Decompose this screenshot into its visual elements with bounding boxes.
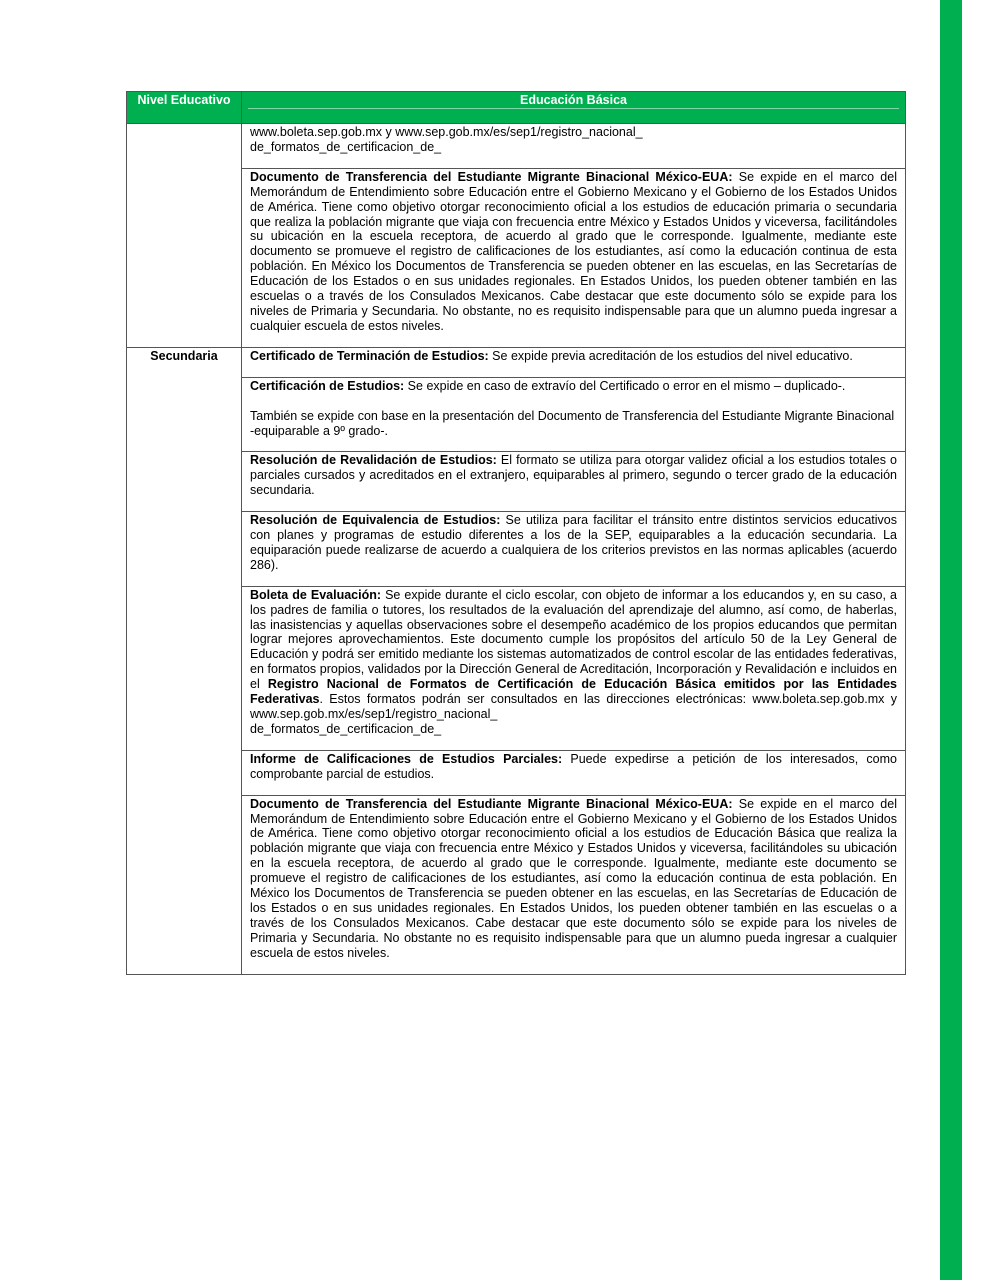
table-row [127, 750, 906, 795]
item-title: Documento de Transferencia del Estudiante Migrante Binacional México-EUA: [250, 169, 733, 184]
table-row [127, 347, 906, 377]
row-documento-transferencia-primaria: Documento de Transferencia del Estudiante Migrante Binacional México-EUA: Se expide en el marco del Memorándum de Entendimiento sobre Educación entre el Gobierno Mexicano y el Gobierno de los Estados Unidos de América. Tiene como objetivo otorgar reconocimiento oficial a los estudios de educación primaria o secundaria que realiza la población migrante que viaja con frecuencia entre México y Estados Unidos y viceversa, facilitándoles su ubicación en la escuela receptora, de acuerdo al grado que le corresponde. Igualmente, mediante este documento se promueve el registro de calificaciones de los estudiantes, así como la educación continua de esta población. En México los Documentos de Transferencia se pueden obtener en las escuelas, en las Secretarías de Educación de los Estados o en sus unidades regionales. En Estados Unidos, los pueden obtener también en las escuelas o a través de los Consulados Mexicanos. Cabe destacar que este documento sólo se expide para los niveles de Primaria y Secundaria. No obstante, no es requisito indispensable para que un alumno pueda ingresar a cualquier escuela de estos niveles. [242, 168, 906, 347]
table-row [127, 377, 906, 452]
table-row [127, 168, 906, 347]
education-formats-table [126, 91, 906, 975]
registro-nacional-bold: Registro Nacional de Formatos de Certificación de Educación Básica emitidos por las Entidades Federativas [250, 677, 897, 707]
item-title: Resolución de Equivalencia de Estudios: [250, 513, 501, 528]
row-certificado-terminacion: Certificado de Terminación de Estudios: Se expide previa acreditación de los estudios del nivel educativo. [242, 347, 906, 377]
item-title: Documento de Transferencia del Estudiante Migrante Binacional México-EUA: [250, 796, 733, 811]
level-cell-previous [127, 124, 242, 348]
level-cell-secundaria: Secundaria [127, 347, 242, 974]
page-side-bar [940, 0, 962, 1280]
row-equivalencia-estudios: Resolución de Equivalencia de Estudios: Se utiliza para facilitar el tránsito entre distintos servicios educativos con planes y programas de estudio diferentes a los de la SEP, equiparables a la educación secundaria. La equiparación puede realizarse de acuerdo a cualquiera de los criterios previstos en las normas aplicables (acuerdo 286). [242, 512, 906, 587]
item-title: Resolución de Revalidación de Estudios: [250, 453, 497, 468]
item-title: Boleta de Evaluación: [250, 587, 382, 602]
row-certificacion-estudios: Certificación de Estudios: Se expide en caso de extravío del Certificado o error en el mismo – duplicado-. También se expide con base en la presentación del Documento de Transferencia del Estudiante Migrante Binacional -equiparable a 9º grado-. [242, 377, 906, 452]
table-row [127, 795, 906, 974]
table-header-row [127, 92, 906, 124]
table-row [127, 586, 906, 750]
table-row [127, 124, 906, 169]
row-informe-calificaciones: Informe de Calificaciones de Estudios Parciales: Puede expedirse a petición de los interesados, como comprobante parcial de estudios. [242, 750, 906, 795]
table-row [127, 452, 906, 512]
table-row [127, 512, 906, 587]
row-documento-transferencia-secundaria: Documento de Transferencia del Estudiante Migrante Binacional México-EUA: Se expide en el marco del Memorándum de Entendimiento sobre Educación entre el Gobierno Mexicano y el Gobierno de los Estados Unidos de América. Tiene como objetivo otorgar reconocimiento oficial a los estudios de Educación Básica que realiza la población migrante que viaja con frecuencia entre México y Estados Unidos y viceversa, facilitándoles su ubicación en la escuela receptora, de acuerdo al grado que le corresponde. Igualmente, mediante este documento se promueve el registro de calificaciones de los estudiantes, así como la educación continua de esta población. En México los Documentos de Transferencia se pueden obtener en las escuelas, en las Secretarías de Educación de los Estados o en sus unidades regionales. En Estados Unidos, los pueden obtener también en las escuelas o a través de los Consulados Mexicanos. Cabe destacar que este documento sólo se expide para los niveles de Primaria y Secundaria. No obstante no es requisito indispensable para que un alumno pueda ingresar a cualquier escuela de estos niveles. [242, 795, 906, 974]
item-title: Certificación de Estudios: [250, 378, 405, 393]
item-title: Certificado de Terminación de Estudios: [250, 348, 489, 363]
row-revalidacion-estudios: Resolución de Revalidación de Estudios: El formato se utiliza para otorgar validez oficial a los estudios totales o parciales cursados y acreditados en el extranjero, equiparables al primero, segundo o tercer grado de la educación secundaria. [242, 452, 906, 512]
row-boleta-evaluacion: Boleta de Evaluación: Se expide durante el ciclo escolar, con objeto de informar a los educandos y, en su caso, a los padres de familia o tutores, los resultados de la evaluación del aprendizaje del alumno, así como, de haberlas, las inasistencias y aquellas observaciones sobre el desempeño académico de los propios educandos que permitan lograr mejores aprovechamientos. Este documento cumple los propósitos del artículo 50 de la Ley General de Educación y podrá ser emitido mediante los sistemas automatizados de control escolar de las entidades federativas, en formatos propios, validados por la Dirección General de Acreditación, Incorporación y Revalidación e incluidos en el Registro Nacional de Formatos de Certificación de Educación Básica emitidos por las Entidades Federativas. Estos formatos podrán ser consultados en las direcciones electrónicas: www.boleta.sep.gob.mx y www.sep.gob.mx/es/sep1/registro_nacional_ de_formatos_de_certificacion_de_ [242, 586, 906, 750]
header-nivel-educativo: Nivel Educativo [127, 92, 242, 124]
item-title: Informe de Calificaciones de Estudios Parciales: [250, 751, 563, 766]
row-urls-continuation: www.boleta.sep.gob.mx y www.sep.gob.mx/es/sep1/registro_nacional_ de_formatos_de_certificacion_de_ [242, 124, 906, 169]
header-educacion-basica: Educación Básica [242, 92, 906, 124]
